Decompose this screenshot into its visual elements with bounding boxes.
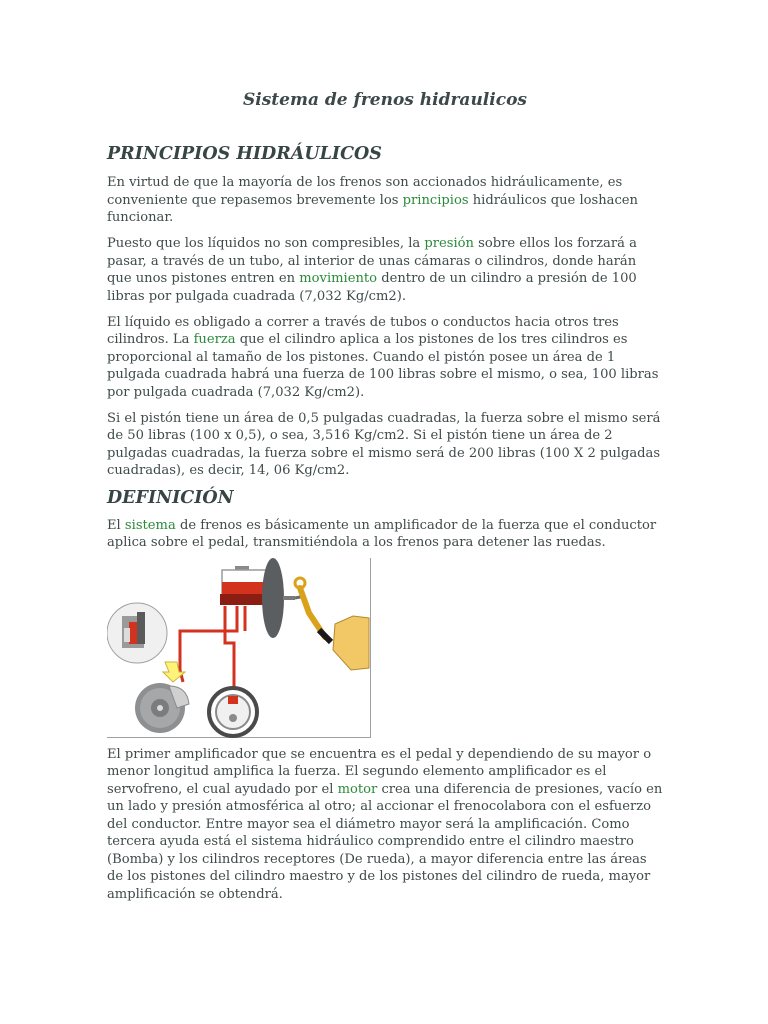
paragraph-text: que el cilindro aplica a los pistones de los tres cilindros es proporcional al tamaño de los pistones. Cuando el pistón posee un área de 1 pulgada cuadrada habrá una fuerza de 100 libras sobre el mismo, o sea, 100 libras por pulgada cuadrada (7,032 Kg/cm2). <box>107 332 659 400</box>
paragraph-text: El líquido es obligado a correr a través de tubos o conductos hacia otros tres cilindros. La <box>107 314 619 347</box>
driver-foot <box>333 616 369 670</box>
link-motor[interactable]: motor <box>337 781 378 797</box>
heading-definicion: DEFINICIÓN <box>107 487 234 508</box>
paragraph-text: El primer amplificador que se encuentra es el pedal y dependiendo de su mayor o menor longitud amplifica la fuerza. El segundo elemento amplificador es el servofreno, el cual ayudado por el <box>107 746 652 797</box>
document-content <box>107 90 663 903</box>
document-title: Sistema de frenos hidraulicos <box>242 90 527 110</box>
paragraph-text: hidráulicos que loshacen funcionar. <box>107 192 638 225</box>
paragraph-area: Si el pistón tiene un área de 0,5 pulgadas cuadradas, la fuerza sobre el mismo será de 50 libras (100 x 0,5), o sea, 3,516 Kg/cm2. Si el pistón tiene un área de 2 pulgadas cuadradas, la fuerza sobre el mismo será de 200 libras (100 X 2 pulgadas cuadradas), es decir, 14, 06 Kg/cm2. <box>107 410 661 478</box>
paragraph-fuerza <box>107 314 663 402</box>
paragraph-amplificadores <box>107 746 663 904</box>
master-cylinder <box>220 566 269 605</box>
paragraph-text: El <box>107 517 125 533</box>
heading-principios: PRINCIPIOS HIDRÁULICOS <box>107 144 382 164</box>
link-sistema[interactable]: sistema <box>124 517 176 533</box>
paragraph-intro <box>107 174 663 227</box>
disc-brake <box>135 683 189 733</box>
paragraph-text: crea una diferencia de presiones, vacío en un lado y presión atmosférica al otro; al accionar el frenocolabora con el esfuerzo del conductor. Entre mayor sea el diámetro mayor será la amplificación. Como tercera ayuda está el sistema hidráulico comprendido entre el cilindro maestro (Bomba) y los cilindros receptores (De rueda), a mayor diferencia entre las áreas de los pistones del cilindro maestro y de los pistones del cilindro de rueda, mayor amplificación se obtendrá. <box>107 781 663 902</box>
link-movimiento[interactable]: movimiento <box>299 271 378 286</box>
brake-pedal <box>295 578 331 642</box>
paragraph-text: Puesto que los líquidos no son compresibles, la <box>107 236 425 251</box>
link-principios[interactable]: principios <box>402 192 469 208</box>
caliper-detail <box>107 603 167 663</box>
link-presion[interactable]: presión <box>424 236 474 251</box>
brake-system-diagram <box>107 558 371 738</box>
drum-brake <box>209 688 257 736</box>
brake-system-illustration <box>107 558 371 738</box>
paragraph-presion <box>107 235 663 305</box>
paragraph-text: de frenos es básicamente un amplificador de la fuerza que el conductor aplica sobre el pedal, transmitiéndola a los frenos para detener las ruedas. <box>107 517 657 550</box>
paragraph-text: En virtud de que la mayoría de los frenos son accionados hidráulicamente, es conveniente que repasemos brevemente los <box>107 175 623 208</box>
link-fuerza[interactable]: fuerza <box>193 332 236 347</box>
paragraph-definicion <box>107 517 663 552</box>
brake-booster <box>262 558 284 638</box>
paragraph-text: sobre ellos los forzará a pasar, a través de un tubo, al interior de unas cámaras o cilindros, donde harán que unos pistones entren en <box>107 236 637 286</box>
paragraph-text: dentro de un cilindro a presión de 100 libras por pulgada cuadrada (7,032 Kg/cm2). <box>107 271 637 304</box>
